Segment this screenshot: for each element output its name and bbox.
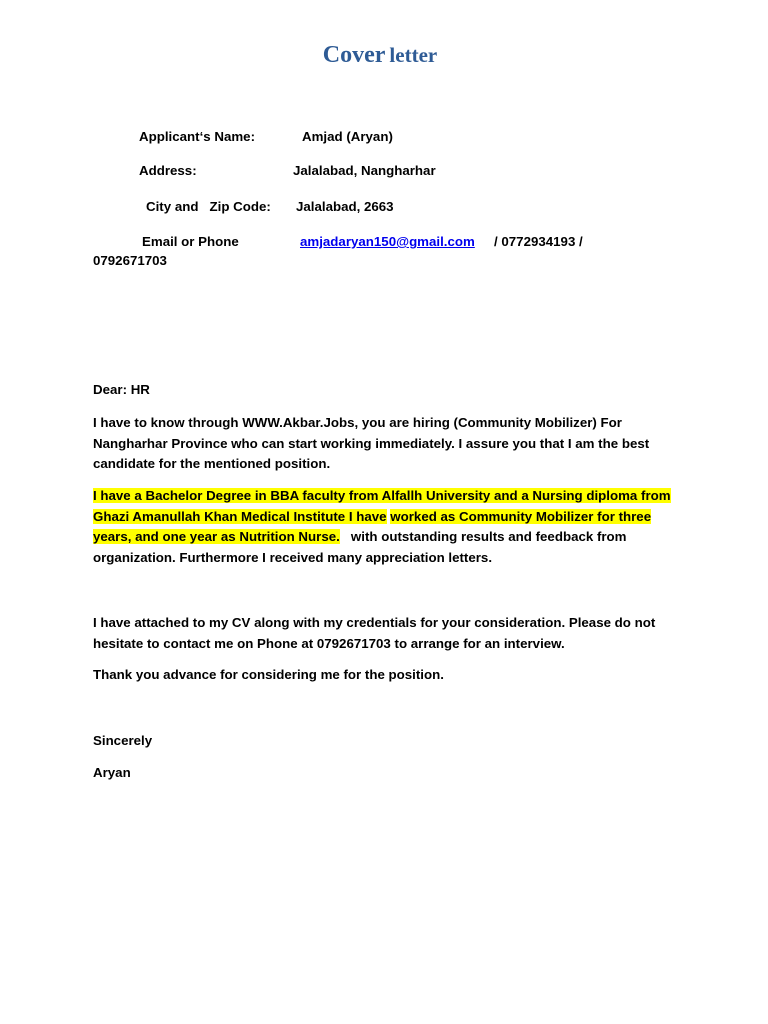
address-value: Jalalabad, Nangharhar [293, 163, 436, 178]
paragraph-thanks: Thank you advance for considering me for the position. [93, 667, 444, 682]
salutation: Dear: HR [93, 382, 150, 397]
name-label: Applicant‘s Name: [139, 129, 256, 144]
paragraph-intro: I have to know through WWW.Akbar.Jobs, you are hiring (Community Mobilizer) For Nangharhar Province who can start working immediately. I assure you that I am the best candidate for the mentioned position. [93, 415, 650, 472]
name-value: Amjad (Aryan) [302, 129, 393, 144]
qualifications-rest: with outstanding results and feedback from organization. Furthermore I received many appreciation letters. [93, 529, 627, 566]
highlight-experience: worked as Community Mobilizer for three years, and one year as Nutrition Nurse. [93, 508, 652, 545]
address-label: Address: [139, 163, 197, 178]
title-word-letter: letter [389, 43, 438, 67]
signature: Aryan [93, 765, 131, 780]
city-zip-label: City and Zip Code: [146, 199, 271, 214]
highlight-education: I have a Bachelor Degree in BBA faculty from Alfallh University and a Nursing diploma from Ghazi Amanullah Khan Medical Institute I have [93, 488, 671, 524]
phone-numbers: / 0772934193 / [494, 234, 583, 249]
page-title [0, 42, 760, 69]
paragraph-attachment: I have attached to my CV along with my credentials for your consideration. Please do not hesitate to contact me on Phone at 0792671703 to arrange for an interview. [93, 615, 656, 651]
phone-number-continued: 0792671703 [93, 253, 167, 268]
city-zip-value: Jalalabad, 2663 [296, 199, 394, 214]
paragraph-qualifications [93, 486, 685, 569]
email-link[interactable]: amjadaryan150@gmail.com [300, 234, 475, 249]
closing: Sincerely [93, 733, 153, 748]
title-word-cover: Cover [322, 42, 386, 68]
contact-label: Email or Phone [142, 234, 239, 249]
